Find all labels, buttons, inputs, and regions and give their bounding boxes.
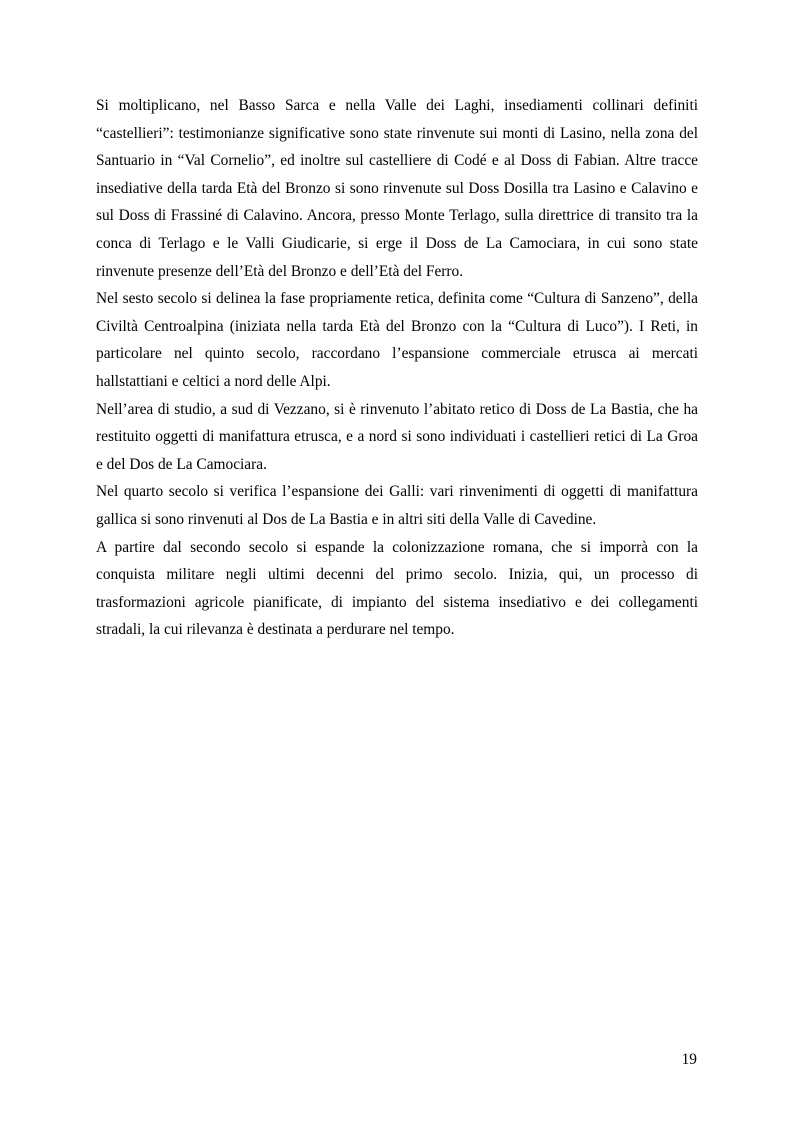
paragraph-colonizzazione-romana: A partire dal secondo secolo si espande la colonizzazione romana, che si imporrà con la conquista militare negli ultimi decenni del primo secolo. Inizia, qui, un processo di trasformazioni agricole pianificate, di impianto del sistema insediativo e dei collegamenti stradali, la cui rilevanza è destinata a perdurare nel tempo. (96, 538, 698, 639)
body-text (96, 92, 698, 644)
paragraph-area-di-studio: Nell’area di studio, a sud di Vezzano, si è rinvenuto l’abitato retico di Doss de La Bastia, che ha restituito oggetti di manifattura etrusca, e a nord si sono individuati i castellieri retici di La Groa e del Dos de La Camociara. (96, 400, 698, 473)
paragraph-espansione-galli: Nel quarto secolo si verifica l’espansione dei Galli: vari rinvenimenti di oggetti di manifattura gallica si sono rinvenuti al Dos de La Bastia e in altri siti della Valle di Cavedine. (96, 483, 698, 528)
page-number: 19 (681, 1051, 697, 1068)
paragraph-castellieri: Si moltiplicano, nel Basso Sarca e nella Valle dei Laghi, insediamenti collinari definiti “castellieri”: testimonianze significative sono state rinvenute sui monti di Lasino, nella zona del Santuario in “Val Cornelio”, ed inoltre sul castelliere di Codé e al Doss di Fabian. Altre tracce insediative della tarda Età del Bronzo si sono rinvenute sul Doss Dosilla tra Lasino e Calavino e sul Doss di Frassiné di Calavino. Ancora, presso Monte Terlago, sulla direttrice di transito tra la conca di Terlago e le Valli Giudicarie, si erge il Doss de La Camociara, in cui sono state rinvenute presenze dell’Età del Bronzo e dell’Età del Ferro. (96, 97, 698, 280)
paragraph-fase-retica: Nel sesto secolo si delinea la fase propriamente retica, definita come “Cultura di Sanzeno”, della Civiltà Centroalpina (iniziata nella tarda Età del Bronzo con la “Cultura di Luco”). I Reti, in particolare nel quinto secolo, raccordano l’espansione commerciale etrusca ai mercati hallstattiani e celtici a nord delle Alpi. (96, 290, 698, 390)
